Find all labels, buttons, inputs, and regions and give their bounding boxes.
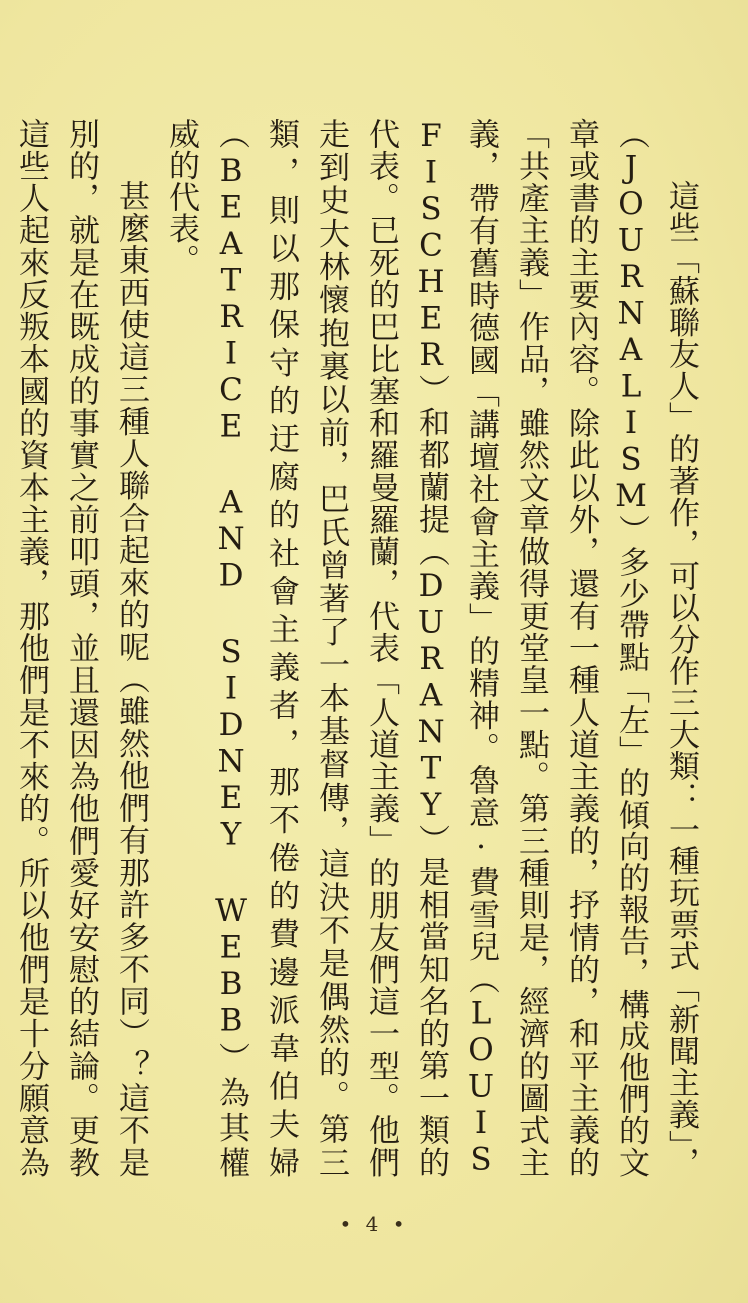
page-number: • 4 • [339, 1212, 409, 1236]
body-text [13, 118, 706, 1178]
paragraph-1: 這些「蘇聯友人」的著作，可以分作三大類：一種玩票式「新聞主義」，（JOURNALISM）多少帶點「左」的傾向的報告，構成他們的文章或書的主要內容。除此以外，還有一種人道主義的，抒情的，和平主義的「共產主義」作品，雖然文章做得更堂皇一點。第三種則是，經濟的圖式主義，帶有舊時德國「講壇社會主義」的精神。魯意·費雪兒（LOUIS FISCHER）和都蘭提（DURANTY）是相當知名的第一類的代表。已死的巴比塞和羅曼羅蘭，代表「人道主義」的朋友們這一型。他們走到史大林懷抱裏以前，巴氏曾著了一本基督傳，這決不是偶然的。第三類，則以那保守的迂腐的社會主義者，那不倦的費邊派韋伯夫婦（BEATRICE AND SIDNEY WEBB）為其權威的代表。 [163, 118, 699, 1178]
paragraph-2: 甚麼東西使這三種人聯合起來的呢（雖然他們有那許多不同）？這不是別的，就是在既成的事實之前叩頭，並且還因為他們愛好安慰的結論。更教這些人起來反叛本國的資本主義，那他們是不來的。所以他們是十分願意為 [13, 118, 149, 1178]
